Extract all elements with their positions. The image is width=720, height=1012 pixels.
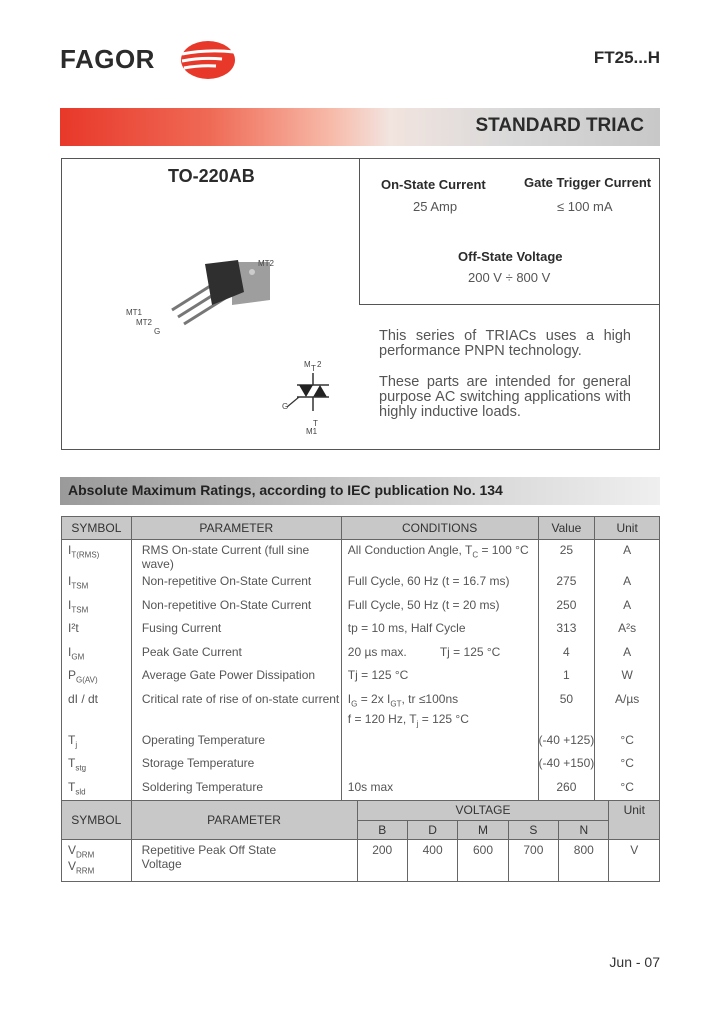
grade-s: S: [508, 820, 558, 840]
symbol: I: [68, 644, 72, 659]
symbol-sub: j: [75, 739, 78, 749]
to220-package-icon: [120, 250, 280, 345]
unit: °C: [595, 730, 660, 754]
off-state-label: Off-State Voltage: [458, 249, 563, 264]
table-row: [62, 689, 660, 730]
condition-sub: G: [351, 698, 358, 708]
table-row: [62, 540, 660, 572]
symbol-sub: T(RMS): [71, 550, 100, 560]
value: (-40 +150): [538, 753, 595, 777]
unit: A: [595, 642, 660, 666]
symbol-label-g: G: [282, 402, 289, 411]
symbol: T: [68, 779, 76, 794]
col-symbol: SYMBOL: [62, 517, 132, 540]
table-row: [62, 571, 660, 595]
condition: 20 µs max. Tj = 125 °C: [341, 642, 538, 666]
condition: 10s max: [341, 777, 538, 801]
triac-symbol-icon: [283, 373, 343, 419]
symbol: I: [68, 543, 72, 557]
grade-n: N: [559, 820, 609, 840]
pin-label-mt2: MT2: [258, 259, 274, 268]
parameter-line2: Voltage: [141, 857, 182, 871]
value: 50: [538, 689, 595, 730]
condition: Full Cycle, 60 Hz (t = 16.7 ms): [341, 571, 538, 595]
symbol: I: [68, 574, 72, 588]
condition-sub: j: [416, 719, 419, 729]
grade-b: B: [357, 820, 407, 840]
condition-sub: C: [472, 550, 479, 560]
unit: A²s: [595, 618, 660, 642]
condition: Full Cycle, 50 Hz (t = 20 ms): [341, 595, 538, 619]
parameter: RMS On-state Current (full sine wave): [131, 540, 341, 572]
grade-d: D: [407, 820, 457, 840]
symbol: dI / dt: [62, 689, 132, 730]
divider-vertical: [359, 158, 360, 304]
parameter: Critical rate of rise of on-state current: [131, 689, 341, 730]
unit: V: [609, 840, 660, 882]
table-row: [62, 665, 660, 689]
condition: [341, 753, 538, 777]
table-row: [62, 595, 660, 619]
col-unit: Unit: [595, 517, 660, 540]
condition: I: [347, 691, 352, 706]
pin-label-mt1: MT1: [126, 308, 142, 317]
fagor-logo-icon: [178, 40, 236, 80]
table-row: [62, 777, 660, 801]
brand-name: FAGOR: [60, 44, 155, 74]
symbol-label-m: M: [304, 360, 311, 369]
value-s: 700: [508, 840, 558, 882]
condition-sub: GT: [390, 698, 402, 708]
condition-part: = 125 °C: [418, 711, 469, 726]
parameter: Fusing Current: [131, 618, 341, 642]
symbol-sub: TSM: [71, 581, 89, 591]
table-row: [62, 753, 660, 777]
value: 260: [538, 777, 595, 801]
col-conditions: CONDITIONS: [341, 517, 538, 540]
value: 275: [538, 571, 595, 595]
page-title: STANDARD TRIAC: [475, 115, 644, 136]
divider-horizontal: [359, 304, 660, 305]
col-unit: Unit: [609, 801, 660, 840]
value: 250: [538, 595, 595, 619]
symbol: I²t: [62, 618, 132, 642]
symbol: V: [68, 843, 77, 857]
parameter: Peak Gate Current: [131, 642, 341, 666]
col-symbol: SYMBOL: [62, 801, 132, 840]
table-row: [62, 840, 660, 882]
table-header-row: [62, 801, 660, 821]
parameter-line1: Repetitive Peak Off State: [141, 843, 277, 857]
symbol-sub: DRM: [76, 850, 95, 860]
parameter: Non-repetitive On-State Current: [131, 571, 341, 595]
unit: A: [595, 540, 660, 572]
part-number: FT25...H: [593, 48, 660, 67]
symbol: P: [68, 668, 77, 682]
off-state-value: 200 V ÷ 800 V: [468, 270, 551, 285]
gate-trigger-label: Gate Trigger Current: [524, 175, 652, 190]
footer-date: Jun - 07: [609, 954, 660, 970]
symbol: T: [68, 756, 76, 770]
condition: tp = 10 ms, Half Cycle: [341, 618, 538, 642]
ratings-table: [61, 516, 660, 801]
symbol-sub: G(AV): [76, 675, 98, 685]
grade-m: M: [458, 820, 508, 840]
unit: °C: [595, 777, 660, 801]
symbol: V: [68, 859, 77, 874]
package-title: TO-220AB: [168, 166, 255, 186]
condition: Tj = 125 °C: [341, 665, 538, 689]
symbol-label-t: T: [311, 364, 316, 373]
col-voltage: VOLTAGE: [357, 801, 609, 821]
on-state-label: On-State Current: [381, 177, 486, 192]
condition: All Conduction Angle, T: [347, 543, 473, 557]
value: 25: [538, 540, 595, 572]
unit: W: [595, 665, 660, 689]
pin-label-mt2-lower: MT2: [136, 318, 152, 327]
symbol-label-t-bottom: T: [313, 419, 318, 428]
condition: [341, 730, 538, 754]
table-row: [62, 642, 660, 666]
value: 4: [538, 642, 595, 666]
symbol: I: [68, 597, 72, 612]
symbol-sub: sld: [75, 786, 86, 796]
parameter: Operating Temperature: [131, 730, 341, 754]
col-parameter: PARAMETER: [131, 517, 341, 540]
parameter: Soldering Temperature: [131, 777, 341, 801]
unit: A: [595, 595, 660, 619]
description-paragraph-1: This series of TRIACs uses a high performance PNPN technology.: [379, 328, 631, 359]
symbol-sub: RRM: [76, 866, 95, 876]
table-row: [62, 730, 660, 754]
gate-trigger-value: ≤ 100 mA: [557, 199, 613, 214]
symbol-sub: GM: [71, 651, 85, 661]
unit: °C: [595, 753, 660, 777]
symbol: T: [68, 732, 76, 747]
condition-rest: = 100 °C: [478, 543, 529, 557]
pin-label-g: G: [154, 327, 161, 336]
symbol-sub: stg: [75, 763, 87, 773]
symbol-label-m1: M1: [306, 427, 318, 436]
condition-part: = 2x I: [357, 691, 391, 706]
voltage-table: [61, 800, 660, 882]
table-row: [62, 618, 660, 642]
parameter: Non-repetitive On-State Current: [131, 595, 341, 619]
unit: A/µs: [595, 689, 660, 730]
parameter: Storage Temperature: [131, 753, 341, 777]
description-paragraph-2: These parts are intended for general purpose AC switching applications with highly inductive loads.: [379, 374, 631, 420]
value-n: 800: [559, 840, 609, 882]
value: (-40 +125): [538, 730, 595, 754]
value-d: 400: [407, 840, 457, 882]
col-value: Value: [538, 517, 595, 540]
value: 313: [538, 618, 595, 642]
col-parameter: PARAMETER: [131, 801, 357, 840]
condition-part: , tr ≤100ns: [401, 691, 459, 706]
section-title: Absolute Maximum Ratings, according to IEC publication No. 134: [68, 482, 503, 498]
condition-line2: f = 120 Hz, T: [347, 711, 417, 726]
unit: A: [595, 571, 660, 595]
value: 1: [538, 665, 595, 689]
symbol-label-2: 2: [317, 360, 322, 369]
table-header-row: [62, 517, 660, 540]
parameter: Average Gate Power Dissipation: [131, 665, 341, 689]
on-state-value: 25 Amp: [413, 199, 458, 214]
value-m: 600: [458, 840, 508, 882]
value-b: 200: [357, 840, 407, 882]
symbol-sub: TSM: [71, 604, 89, 614]
